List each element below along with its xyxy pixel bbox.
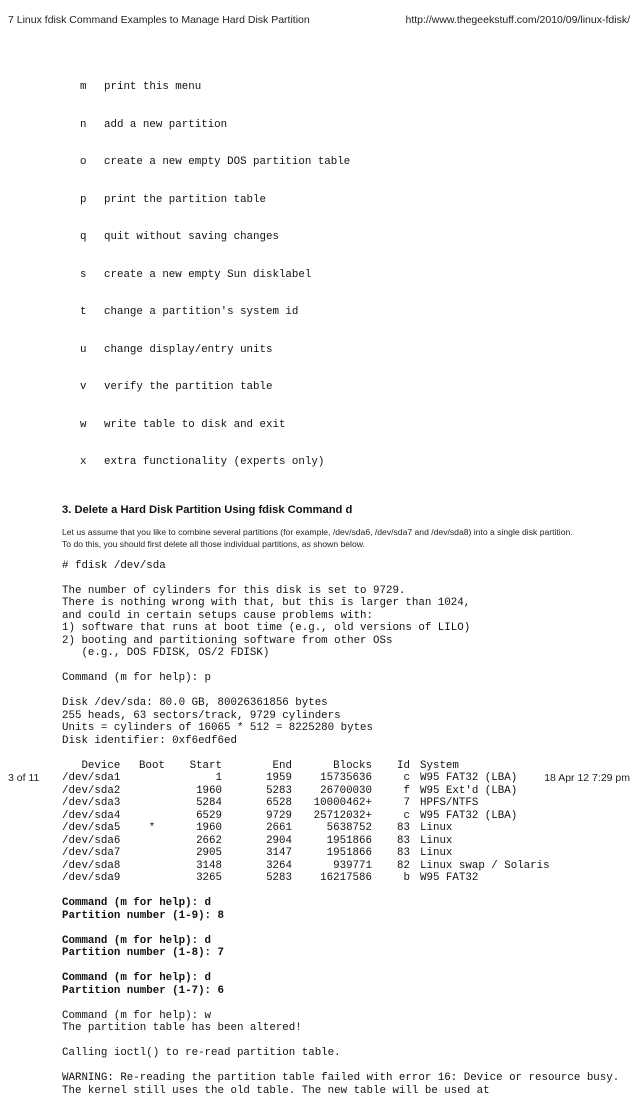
- delete-command: Command (m for help): d: [62, 972, 622, 985]
- menu-item: p print the partition table: [80, 194, 622, 207]
- menu-item: s create a new empty Sun disklabel: [80, 269, 622, 282]
- disk-info-line: Disk /dev/sda: 80.0 GB, 80026361856 bytes: [62, 697, 622, 710]
- col-blocks: Blocks: [292, 760, 372, 773]
- page-footer: [8, 772, 630, 784]
- write-command: Command (m for help): w: [62, 1010, 622, 1023]
- col-id: Id: [372, 760, 410, 773]
- warning-line: and could in certain setups cause problems with:: [62, 610, 622, 623]
- disk-info-line: Units = cylinders of 16065 * 512 = 8225280 bytes: [62, 722, 622, 735]
- warning-line: (e.g., DOS FDISK, OS/2 FDISK): [62, 647, 622, 660]
- page-url: http://www.thegeekstuff.com/2010/09/linux-fdisk/: [405, 14, 630, 26]
- warning-line: The number of cylinders for this disk is set to 9729.: [62, 585, 622, 598]
- article-content: [62, 56, 622, 1097]
- final-warning-line: WARNING: Re-reading the partition table failed with error 16: Device or resource busy.: [62, 1072, 622, 1085]
- delete-step: [62, 935, 622, 960]
- menu-item: t change a partition's system id: [80, 306, 622, 319]
- disk-info: [62, 697, 622, 747]
- table-row: /dev/sda2 1960 5283 26700030 f W95 Ext'd (LBA): [62, 785, 620, 798]
- menu-item: n add a new partition: [80, 119, 622, 132]
- col-start: Start: [170, 760, 222, 773]
- paragraph-line-2: To do this, you should first delete all those individual partitions, as shown below.: [62, 539, 365, 549]
- page-title: 7 Linux fdisk Command Examples to Manage Hard Disk Partition: [8, 14, 310, 26]
- delete-command: Command (m for help): d: [62, 935, 622, 948]
- menu-item: o create a new empty DOS partition table: [80, 156, 622, 169]
- col-boot: Boot: [134, 760, 170, 773]
- delete-command: Command (m for help): d: [62, 897, 622, 910]
- warning-line: There is nothing wrong with that, but this is larger than 1024,: [62, 597, 622, 610]
- menu-item: v verify the partition table: [80, 381, 622, 394]
- table-row: /dev/sda9 3265 5283 16217586 b W95 FAT32: [62, 872, 620, 885]
- menu-item: q quit without saving changes: [80, 231, 622, 244]
- menu-item: x extra functionality (experts only): [80, 456, 622, 469]
- delete-step: [62, 897, 622, 922]
- ioctl-message: Calling ioctl() to re-read partition table.: [62, 1047, 622, 1060]
- table-row: /dev/sda5 * 1960 2661 5638752 83 Linux: [62, 822, 620, 835]
- col-system: System: [410, 760, 620, 773]
- menu-item: u change display/entry units: [80, 344, 622, 357]
- altered-message: The partition table has been altered!: [62, 1022, 622, 1035]
- warning-line: 1) software that runs at boot time (e.g., old versions of LILO): [62, 622, 622, 635]
- partition-number: Partition number (1-8): 7: [62, 947, 622, 960]
- print-command: Command (m for help): p: [62, 672, 622, 685]
- page-number: 3 of 11: [8, 772, 39, 784]
- fdisk-menu: [80, 56, 622, 494]
- table-header-row: [62, 760, 620, 773]
- col-device: Device: [62, 760, 134, 773]
- table-row: /dev/sda7 2905 3147 1951866 83 Linux: [62, 847, 620, 860]
- cylinder-warning: [62, 585, 622, 660]
- col-end: End: [222, 760, 292, 773]
- table-row: /dev/sda8 3148 3264 939771 82 Linux swap / Solaris: [62, 860, 620, 873]
- table-row: /dev/sda6 2662 2904 1951866 83 Linux: [62, 835, 620, 848]
- menu-item: w write table to disk and exit: [80, 419, 622, 432]
- table-row: /dev/sda1 1 1959 15735636 c W95 FAT32 (LBA): [62, 772, 620, 785]
- menu-item: m print this menu: [80, 81, 622, 94]
- disk-info-line: 255 heads, 63 sectors/track, 9729 cylinders: [62, 710, 622, 723]
- table-row: /dev/sda3 5284 6528 10000462+ 7 HPFS/NTFS: [62, 797, 620, 810]
- table-row: /dev/sda4 6529 9729 25712032+ c W95 FAT32 (LBA): [62, 810, 620, 823]
- section-paragraph: [62, 526, 622, 551]
- fdisk-command: # fdisk /dev/sda: [62, 560, 622, 573]
- page-header: [8, 14, 630, 26]
- warning-line: 2) booting and partitioning software from other OSs: [62, 635, 622, 648]
- disk-info-line: Disk identifier: 0xf6edf6ed: [62, 735, 622, 748]
- partition-number: Partition number (1-9): 8: [62, 910, 622, 923]
- final-warning-line: The kernel still uses the old table. The new table will be used at: [62, 1085, 622, 1097]
- paragraph-line-1: Let us assume that you like to combine several partitions (for example, /dev/sda6, /dev/sda7 and /dev/sda8) into a single disk partition.: [62, 527, 573, 537]
- delete-step: [62, 972, 622, 997]
- section-heading: 3. Delete a Hard Disk Partition Using fdisk Command d: [62, 504, 622, 516]
- print-datetime: 18 Apr 12 7:29 pm: [544, 772, 630, 784]
- partition-number: Partition number (1-7): 6: [62, 985, 622, 998]
